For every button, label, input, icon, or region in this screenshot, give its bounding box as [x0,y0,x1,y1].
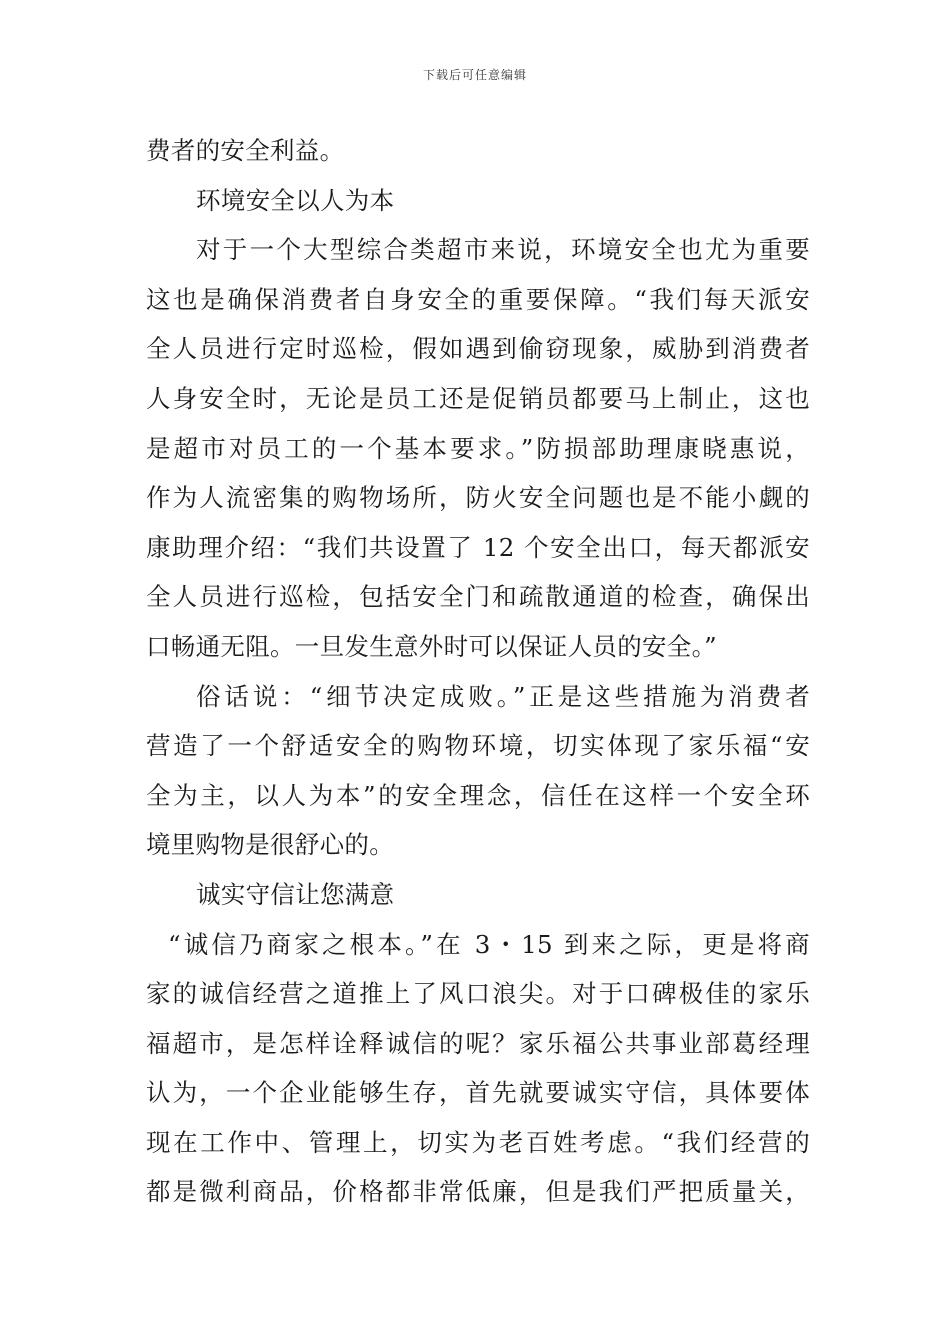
text-line: 全人员进行定时巡检，假如遇到偷窃现象，威胁到消费者 [146,334,810,364]
text-line: 俗话说：“细节决定成败。”正是这些措施为消费者 [196,681,810,711]
text-line: 全为主，以人为本”的安全理念，信任在这样一个安全环 [146,780,810,810]
text-line: 这也是确保消费者自身安全的重要保障。“我们每天派安 [146,284,810,314]
text-line: 都是微利商品，价格都非常低廉，但是我们严把质量关， [146,1177,810,1207]
text-line: “诚信乃商家之根本。”在 3・15 到来之际，更是将商 [168,929,810,959]
text-line: 口畅通无阻。一旦发生意外时可以保证人员的安全。” [146,631,717,661]
text-line: 人身安全时，无论是员工还是促销员都要马上制止，这也 [146,383,810,413]
text-line: 全人员进行巡检，包括安全门和疏散通道的检查，确保出 [146,582,810,612]
text-line: 对于一个大型综合类超市来说，环境安全也尤为重要 [196,235,810,265]
text-line: 认为，一个企业能够生存，首先就要诚实守信，具体要体 [146,1078,810,1108]
text-line: 境里购物是很舒心的。 [146,830,394,860]
section-heading: 环境安全以人为本 [196,185,395,215]
text-line: 费者的安全利益。 [146,136,345,165]
text-line: 家的诚信经营之道推上了风口浪尖。对于口碑极佳的家乐 [146,979,810,1009]
text-line: 福超市，是怎样诠释诚信的呢？家乐福公共事业部葛经理 [146,1028,810,1058]
text-line: 营造了一个舒适安全的购物环境，切实体现了家乐福“安 [146,731,810,761]
text-line: 现在工作中、管理上，切实为老百姓考虑。“我们经营的 [146,1127,810,1157]
document-body [146,126,810,1217]
section-heading: 诚实守信让您满意 [196,879,395,909]
text-line: 作为人流密集的购物场所，防火安全问题也是不能小觑的 [146,483,810,513]
text-line: 是超市对员工的一个基本要求。”防损部助理康晓惠说， [146,433,810,463]
page-header: 下载后可任意编辑 [422,68,527,82]
text-line: 康助理介绍：“我们共设置了 12 个安全出口，每天都派安 [146,532,810,562]
